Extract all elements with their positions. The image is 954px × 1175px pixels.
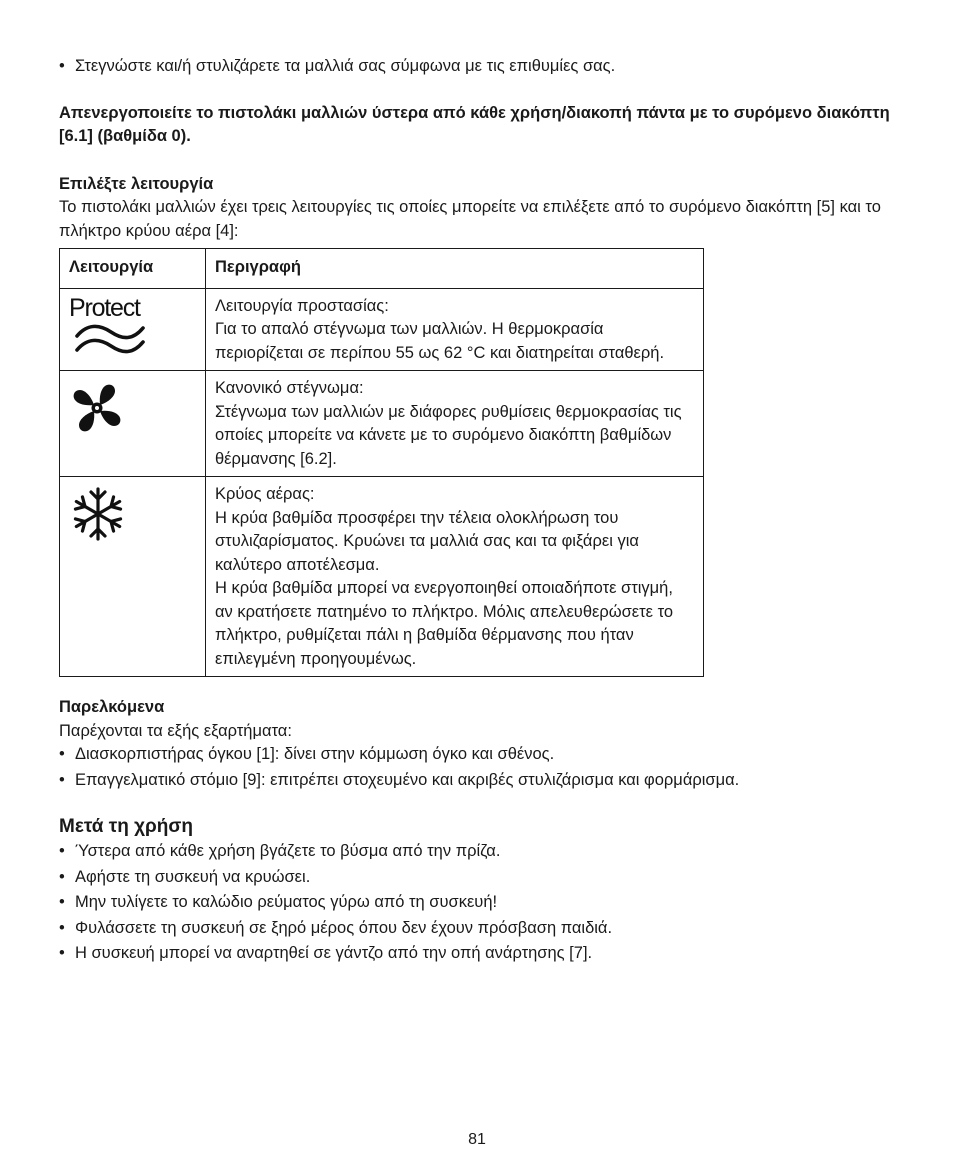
- protect-waves-icon: [69, 321, 196, 365]
- function-text: Στέγνωμα των μαλλιών με διάφορες ρυθμίσεις θερμοκρασίας τις οποίες μπορείτε να κάνετε με το συρόμενο διακόπτη βαθμίδων θέρμανσης [6.2].: [215, 402, 682, 468]
- accessories-heading: Παρελκόμενα: [59, 698, 165, 716]
- table-header-row: [60, 249, 704, 289]
- function-text: Για το απαλό στέγνωμα των μαλλιών. Η θερμοκρασία περιορίζεται σε περίπου 55 ως 62 °C και διατηρείται σταθερή.: [215, 320, 665, 362]
- warning-text: Απενεργοποιείτε το πιστολάκι μαλλιών ύστερα από κάθε χρήση/διακοπή πάντα με το συρόμενο διακόπτη [6.1] (βαθμίδα 0).: [59, 103, 890, 145]
- function-description-cell: [206, 371, 704, 477]
- function-icon-cell: [60, 477, 206, 677]
- snowflake-icon: [69, 485, 196, 551]
- after-use-heading: Μετά τη χρήση: [59, 816, 194, 837]
- list-item: • Μην τυλίγετε το καλώδιο ρεύματος γύρω από τη συσκευή!: [59, 891, 899, 915]
- function-title: Λειτουργία προστασίας:: [215, 296, 389, 315]
- accessories-intro: Παρέχονται τα εξής εξαρτήματα:: [59, 721, 292, 740]
- list-item: • Ύστερα από κάθε χρήση βγάζετε το βύσμα από την πρίζα.: [59, 840, 899, 864]
- list-item: • Επαγγελματικό στόμιο [9]: επιτρέπει στοχευμένο και ακριβές στυλιζάρισμα και φορμάρισμα.: [59, 769, 899, 793]
- table-row: [60, 371, 704, 477]
- function-text: Η κρύα βαθμίδα προσφέρει την τέλεια ολοκλήρωση του στυλιζαρίσματος. Κρυώνει τα μαλλιά σας και τα φιξάρει για καλύτερο αποτέλεσμα.: [215, 508, 639, 574]
- list-item: • Η συσκευή μπορεί να αναρτηθεί σε γάντζο από την οπή ανάρτησης [7].: [59, 942, 899, 966]
- select-function-text: Το πιστολάκι μαλλιών έχει τρεις λειτουργίες τις οποίες μπορείτε να επιλέξετε από το συρόμενο διακόπτη [5] και το πλήκτρο κρύου αέρα [4]:: [59, 198, 881, 240]
- function-description-cell: [206, 477, 704, 677]
- table-row: [60, 477, 704, 677]
- function-title: Κανονικό στέγνωμα:: [215, 379, 364, 397]
- list-item: • Φυλάσσετε τη συσκευή σε ξηρό μέρος όπου δεν έχουν πρόσβαση παιδιά.: [59, 917, 899, 941]
- fan-icon: [69, 380, 196, 444]
- intro-bullet: • Στεγνώστε και/ή στυλιζάρετε τα μαλλιά σας σύμφωνα με τις επιθυμίες σας.: [59, 55, 899, 79]
- page-number: 81: [468, 1131, 486, 1148]
- function-text-extra: Η κρύα βαθμίδα μπορεί να ενεργοποιηθεί οποιαδήποτε στιγμή, αν κρατήσετε πατημένο το πλήκτρο. Μόλις απελευθερώσετε το πλήκτρο, ρυθμίζεται πάλι η βαθμίδα θέρμανσης που ήταν επιλεγμένη προηγουμένως.: [215, 579, 674, 668]
- function-title: Κρύος αέρας:: [215, 485, 315, 503]
- column-header-description: Περιγραφή: [206, 249, 704, 289]
- function-icon-cell: [60, 371, 206, 477]
- function-description-cell: [206, 288, 704, 371]
- function-table: [59, 248, 704, 677]
- protect-label: Protect: [69, 293, 140, 322]
- page-content: [59, 55, 899, 966]
- list-item: • Διασκορπιστήρας όγκου [1]: δίνει στην κόμμωση όγκο και σθένος.: [59, 743, 899, 767]
- function-icon-cell: [60, 288, 206, 371]
- column-header-function: Λειτουργία: [60, 249, 206, 289]
- list-item: • Αφήστε τη συσκευή να κρυώσει.: [59, 866, 899, 890]
- table-row: [60, 288, 704, 371]
- select-function-heading: Επιλέξτε λειτουργία: [59, 174, 214, 193]
